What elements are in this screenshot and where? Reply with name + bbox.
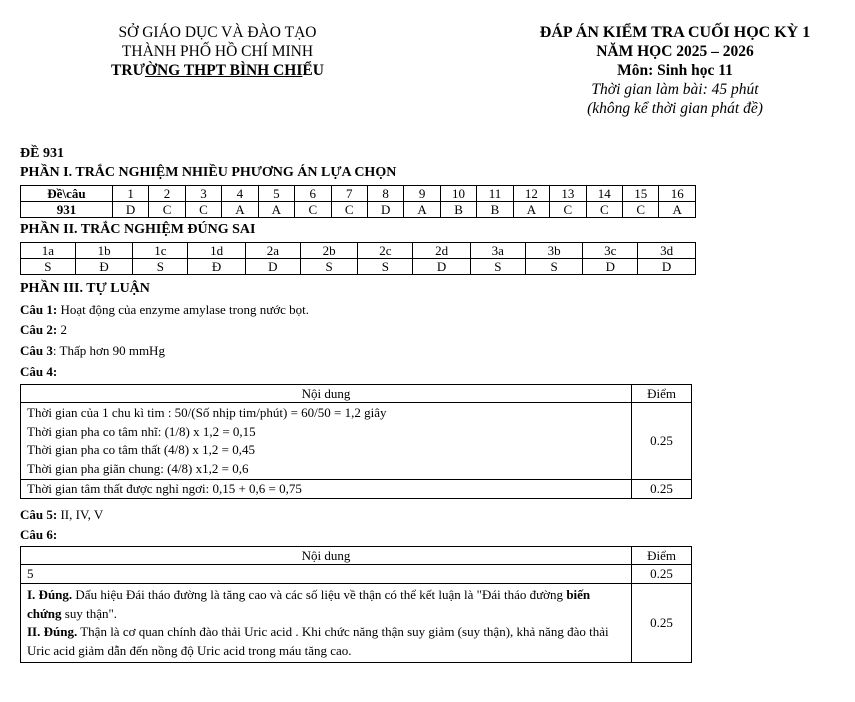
part2-title: PHẦN II. TRẮC NGHIỆM ĐÚNG SAI: [20, 222, 256, 237]
question-2-answer: 2: [60, 322, 67, 337]
answer-cell: S: [470, 259, 525, 275]
answer-cell: S: [21, 259, 76, 275]
answer-cell: C: [331, 202, 367, 218]
diastole-line: Thời gian pha giãn chung: (4/8) x1,2 = 0,6: [27, 460, 249, 476]
question-4-row-2-content: Thời gian tâm thất được nghỉ ngơi: 0,15 + 0,6 = 0,75: [21, 480, 632, 499]
question-6-row-2-content: [21, 584, 632, 663]
answer-cell: C: [550, 202, 586, 218]
question-3: [20, 343, 165, 359]
answer-cell: D: [245, 259, 300, 275]
question-2: [20, 322, 67, 338]
question-1-label: Câu 1:: [20, 302, 58, 317]
answer-cell: A: [258, 202, 294, 218]
school-name: TRƯỜNG THPT BÌNH CHIỂU: [111, 62, 324, 79]
question-number-cell: 5: [258, 186, 294, 202]
statement-1-text-a: Dấu hiệu Đái tháo đường là tăng cao và các số liệu về thận có thể kết luận là "Đái tháo đường: [72, 587, 567, 602]
answer-cell: S: [525, 259, 583, 275]
answer-cell: A: [659, 202, 696, 218]
answer-cell: D: [583, 259, 638, 275]
part1-answer-row: [21, 202, 696, 218]
part2-answer-row: [21, 259, 696, 275]
ventricular-systole-line: Thời gian pha co tâm thất (4/8) x 1,2 = 0,45: [27, 442, 255, 457]
question-4-row-1-content: [21, 403, 632, 480]
content-column-header: Nội dung: [21, 547, 632, 565]
question-1-answer: Hoạt động của enzyme amylase trong nước bọt.: [60, 302, 310, 317]
answer-cell: C: [623, 202, 659, 218]
question-5-label: Câu 5:: [20, 507, 58, 522]
exam-code-cell: 931: [21, 202, 113, 218]
question-number-cell: 3: [185, 186, 221, 202]
question-number-cell: 7: [331, 186, 367, 202]
question-6-row-2-score: 0.25: [632, 584, 692, 663]
school-year: NĂM HỌC 2025 – 2026: [596, 43, 754, 60]
answer-cell: S: [300, 259, 358, 275]
subject: Môn: Sinh học 11: [617, 62, 733, 79]
exam-code: ĐỀ 931: [20, 146, 64, 161]
item-label-cell: 2b: [300, 243, 358, 259]
answer-cell: B: [477, 202, 513, 218]
score-column-header: Điểm: [632, 385, 692, 403]
answer-cell: B: [440, 202, 476, 218]
atrial-systole-line: Thời gian pha co tâm nhĩ: (1/8) x 1,2 = 0,15: [27, 423, 256, 439]
score-column-header: Điểm: [632, 547, 692, 565]
question-number-cell: 2: [149, 186, 185, 202]
question-6-header-row: [21, 547, 692, 565]
header-left: [60, 23, 375, 80]
question-5: [20, 507, 103, 523]
question-6-row-1: [21, 565, 692, 584]
answer-cell: Đ: [75, 259, 133, 275]
cycle-duration-line: Thời gian của 1 chu kì tim : 50/(Số nhịp tim/phút) = 60/50 = 1,2 giây: [27, 405, 387, 420]
question-number-cell: 15: [623, 186, 659, 202]
answer-cell: D: [112, 202, 148, 218]
item-label-cell: 2a: [245, 243, 300, 259]
question-5-answer: II, IV, V: [60, 507, 104, 522]
question-number-cell: 11: [477, 186, 513, 202]
exam-duration: Thời gian làm bài: 45 phút: [591, 81, 759, 98]
question-3-label: Câu 3: [20, 343, 53, 358]
school-name-underlined: ỜNG THPT BÌNH CHI: [144, 62, 303, 79]
department-name: SỞ GIÁO DỤC VÀ ĐÀO TẠO: [118, 24, 317, 41]
question-number-cell: 6: [295, 186, 331, 202]
answer-cell: A: [513, 202, 549, 218]
answer-cell: D: [413, 259, 471, 275]
answer-cell: D: [638, 259, 696, 275]
question-number-cell: 1: [112, 186, 148, 202]
question-4-row-1: [21, 403, 692, 480]
header-right: [505, 23, 845, 118]
document-title: ĐÁP ÁN KIỂM TRA CUỐI HỌC KỲ 1: [539, 24, 811, 41]
answer-cell: Đ: [188, 259, 246, 275]
question-number-cell: 9: [404, 186, 440, 202]
question-3-answer: : Thấp hơn 90 mmHg: [52, 343, 165, 358]
question-number-cell: 12: [513, 186, 549, 202]
question-6-row-2: [21, 584, 692, 663]
statement-2-verdict: II. Đúng.: [27, 624, 78, 639]
city-name: THÀNH PHỐ HỒ CHÍ MINH: [121, 43, 314, 60]
statement-2-text: Thận là cơ quan chính đào thải Uric acid . Khi chức năng thận suy giảm (suy thận), khả năng đào thải Uric acid giảm dẫn đến nồng độ Uric acid trong máu tăng cao.: [27, 624, 609, 658]
answer-cell: D: [367, 202, 403, 218]
item-label-cell: 3c: [583, 243, 638, 259]
item-label-cell: 2c: [358, 243, 413, 259]
statement-2: [27, 623, 625, 660]
question-4-row-2-score: 0.25: [632, 480, 692, 499]
question-6-row-1-content: 5: [21, 565, 632, 584]
answer-cell: C: [185, 202, 221, 218]
question-6-row-1-score: 0.25: [632, 565, 692, 584]
item-label-cell: 2d: [413, 243, 471, 259]
item-label-cell: 3d: [638, 243, 696, 259]
answer-cell: C: [586, 202, 622, 218]
part2-header-row: [21, 243, 696, 259]
question-number-cell: 13: [550, 186, 586, 202]
answer-cell: C: [295, 202, 331, 218]
part2-answer-table: [20, 242, 696, 275]
answer-cell: C: [149, 202, 185, 218]
question-6-label: Câu 6:: [20, 527, 58, 542]
table-corner-cell: Đề\câu: [21, 186, 113, 202]
question-4-header-row: [21, 385, 692, 403]
question-number-cell: 16: [659, 186, 696, 202]
item-label-cell: 1b: [75, 243, 133, 259]
answer-cell: S: [358, 259, 413, 275]
statement-1: [27, 586, 625, 623]
part1-answer-table: [20, 185, 696, 218]
question-number-cell: 10: [440, 186, 476, 202]
statement-1-emphasis: biến chứng: [27, 587, 591, 621]
duration-note: (không kể thời gian phát đề): [587, 100, 763, 117]
item-label-cell: 3a: [470, 243, 525, 259]
part1-title: PHẦN I. TRẮC NGHIỆM NHIỀU PHƯƠNG ÁN LỰA CHỌN: [20, 165, 397, 180]
answer-cell: A: [404, 202, 440, 218]
question-1: [20, 302, 309, 318]
item-label-cell: 1d: [188, 243, 246, 259]
item-label-cell: 3b: [525, 243, 583, 259]
question-number-cell: 14: [586, 186, 622, 202]
question-6-table: [20, 546, 692, 663]
statement-1-text-b: suy thận".: [61, 605, 118, 621]
question-4-row-2: [21, 480, 692, 499]
question-number-cell: 8: [367, 186, 403, 202]
question-4-label: Câu 4:: [20, 364, 58, 379]
question-4-table: [20, 384, 692, 499]
answer-cell: A: [222, 202, 258, 218]
statement-1-verdict: I. Đúng.: [27, 587, 73, 602]
question-4-row-1-score: 0.25: [632, 403, 692, 480]
item-label-cell: 1a: [21, 243, 76, 259]
content-column-header: Nội dung: [21, 385, 632, 403]
part3-title: PHẦN III. TỰ LUẬN: [20, 281, 150, 296]
answer-cell: S: [133, 259, 188, 275]
question-number-cell: 4: [222, 186, 258, 202]
question-2-label: Câu 2:: [20, 322, 58, 337]
item-label-cell: 1c: [133, 243, 188, 259]
part1-header-row: [21, 186, 696, 202]
